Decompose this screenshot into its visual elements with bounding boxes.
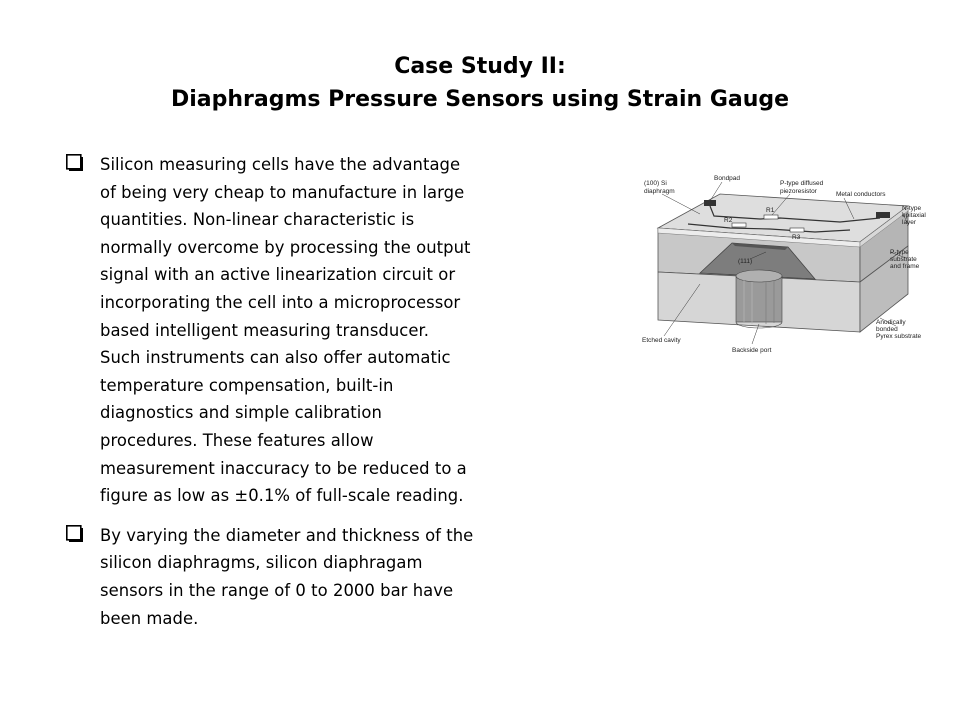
label-metal: Metal conductors [836, 191, 886, 198]
bullet-text [100, 151, 556, 510]
label-pyrex: Pyrex substrate [876, 333, 922, 340]
label-psub: substrate [890, 256, 917, 263]
text-line: diagnostics and simple calibration [100, 403, 382, 423]
label-pyrex: Anodically [876, 319, 906, 326]
backside-port [736, 276, 782, 322]
text-line: Such instruments can also offer automatic [100, 348, 451, 368]
label-ntype: N-type [902, 205, 922, 212]
piezoresistor-r2 [732, 223, 746, 227]
label-ptype: P-type diffused [780, 180, 824, 187]
text-line: silicon diaphragms, silicon diaphragam [100, 553, 423, 573]
bullet-text [100, 522, 556, 632]
label-bondpad: Bondpad [714, 175, 741, 182]
text-line: incorporating the cell into a microprocessor [100, 292, 461, 312]
text-line: been made. [100, 608, 199, 628]
text-line: sensors in the range of 0 to 2000 bar have [100, 580, 454, 600]
label-ntype: epitaxial [902, 212, 926, 219]
label-ptype: piezoresistor [780, 188, 817, 195]
slide-title [60, 50, 900, 116]
title-line-2: Diaphragms Pressure Sensors using Strain Gauge [170, 87, 790, 112]
bullet-list [66, 151, 556, 644]
piezoresistor-r3 [790, 228, 804, 232]
text-line: quantities. Non-linear characteristic is [100, 210, 415, 230]
label-r3: R3 [792, 234, 801, 241]
label-psub: and frame [890, 263, 920, 270]
text-line: figure as low as ±0.1% of full-scale reading. [100, 486, 464, 506]
label-plane: (111) [738, 258, 753, 265]
bullet-item [66, 151, 556, 510]
text-line: Silicon measuring cells have the advantage [100, 155, 461, 174]
checkbox-bullet-icon [66, 525, 83, 542]
text-line: of being very cheap to manufacture in large [100, 182, 465, 202]
bondpad [876, 212, 890, 218]
label-psub: P-type [890, 249, 909, 256]
label-etched-cavity: Etched cavity [642, 337, 681, 344]
text-line: procedures. These features allow [100, 430, 374, 450]
label-si-diaphragm: diaphragm [644, 188, 675, 195]
checkbox-bullet-icon [66, 154, 83, 171]
label-r1: R1 [766, 207, 775, 214]
label-pyrex: bonded [876, 326, 898, 333]
text-line: temperature compensation, built-in [100, 375, 394, 395]
label-backside-port: Backside port [732, 347, 772, 354]
label-si-diaphragm: (100) Si [644, 180, 667, 187]
text-line: based intelligent measuring transducer. [100, 320, 430, 340]
port-top [736, 270, 782, 282]
pressure-sensor-diagram [640, 172, 926, 360]
text-line: normally overcome by processing the output [100, 237, 471, 257]
label-r2: R2 [724, 217, 733, 224]
title-line-1: Case Study II: [394, 54, 566, 79]
piezoresistor-r1 [764, 215, 778, 219]
text-line: By varying the diameter and thickness of the [100, 525, 474, 545]
bullet-item [66, 522, 556, 632]
text-line: measurement inaccuracy to be reduced to a [100, 458, 467, 478]
text-line: signal with an active linearization circuit or [100, 265, 456, 285]
label-ntype: layer [902, 219, 917, 226]
